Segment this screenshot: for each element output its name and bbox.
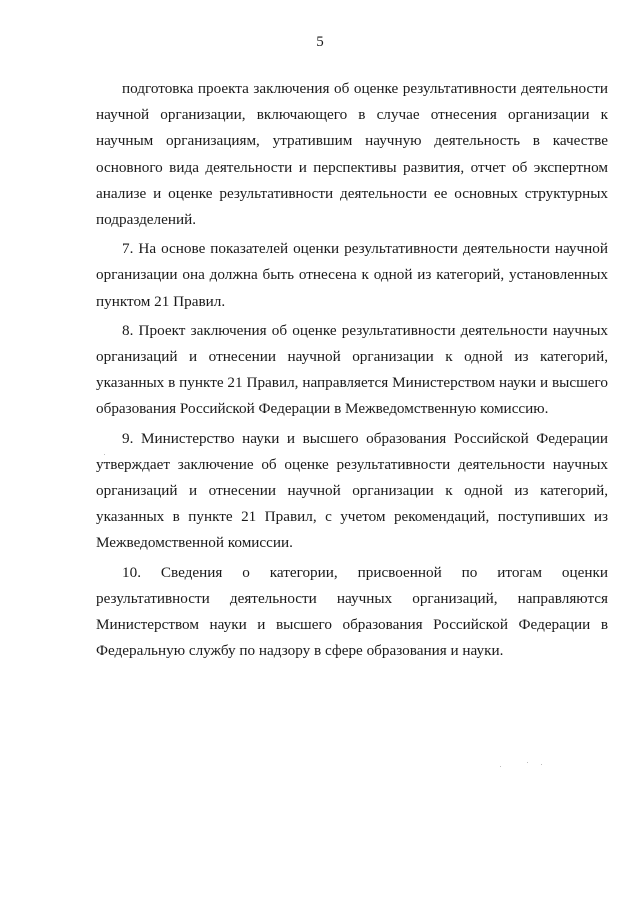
scan-speck (104, 454, 105, 455)
paragraph-10: 10. Сведения о категории, присвоенной по итогам оценки результативности деятельности научных организаций, направляются Министерством науки и высшего образования Российской Федерации в Федеральную службу по надзору в сфере образования и науки. (96, 563, 608, 660)
paragraph-8: 8. Проект заключения об оценке результативности деятельности научных организаций и отнесении научной организации к одной из категорий, указанных в пункте 21 Правил, направляется Министерством науки и высшего образования Российской Федерации в Межведомственную комиссию. (96, 321, 608, 418)
scan-speck (541, 764, 542, 765)
page-number: 5 (316, 34, 324, 50)
paragraph-continuation: подготовка проекта заключения об оценке результативности деятельности научной организации, включающего в случае отнесения организации к научным организациям, утратившим научную деятельность в качестве основного вида деятельности и перспективы развития, отчет об экспертном анализе и оценке результативности деятельности ее основных структурных подразделений. (96, 80, 608, 229)
paragraph-7: 7. На основе показателей оценки результативности деятельности научной организации она должна быть отнесена к одной из категорий, установленных пунктом 21 Правил. (96, 240, 608, 310)
scan-speck (527, 762, 528, 763)
document-body (96, 76, 608, 664)
scan-speck (500, 766, 501, 767)
paragraph-9: 9. Министерство науки и высшего образования Российской Федерации утверждает заключение об оценке результативности деятельности научных организаций и отнесении научной организации к одной из категорий, указанных в пункте 21 Правил, с учетом рекомендаций, поступивших из Межведомственной комиссии. (96, 429, 608, 552)
